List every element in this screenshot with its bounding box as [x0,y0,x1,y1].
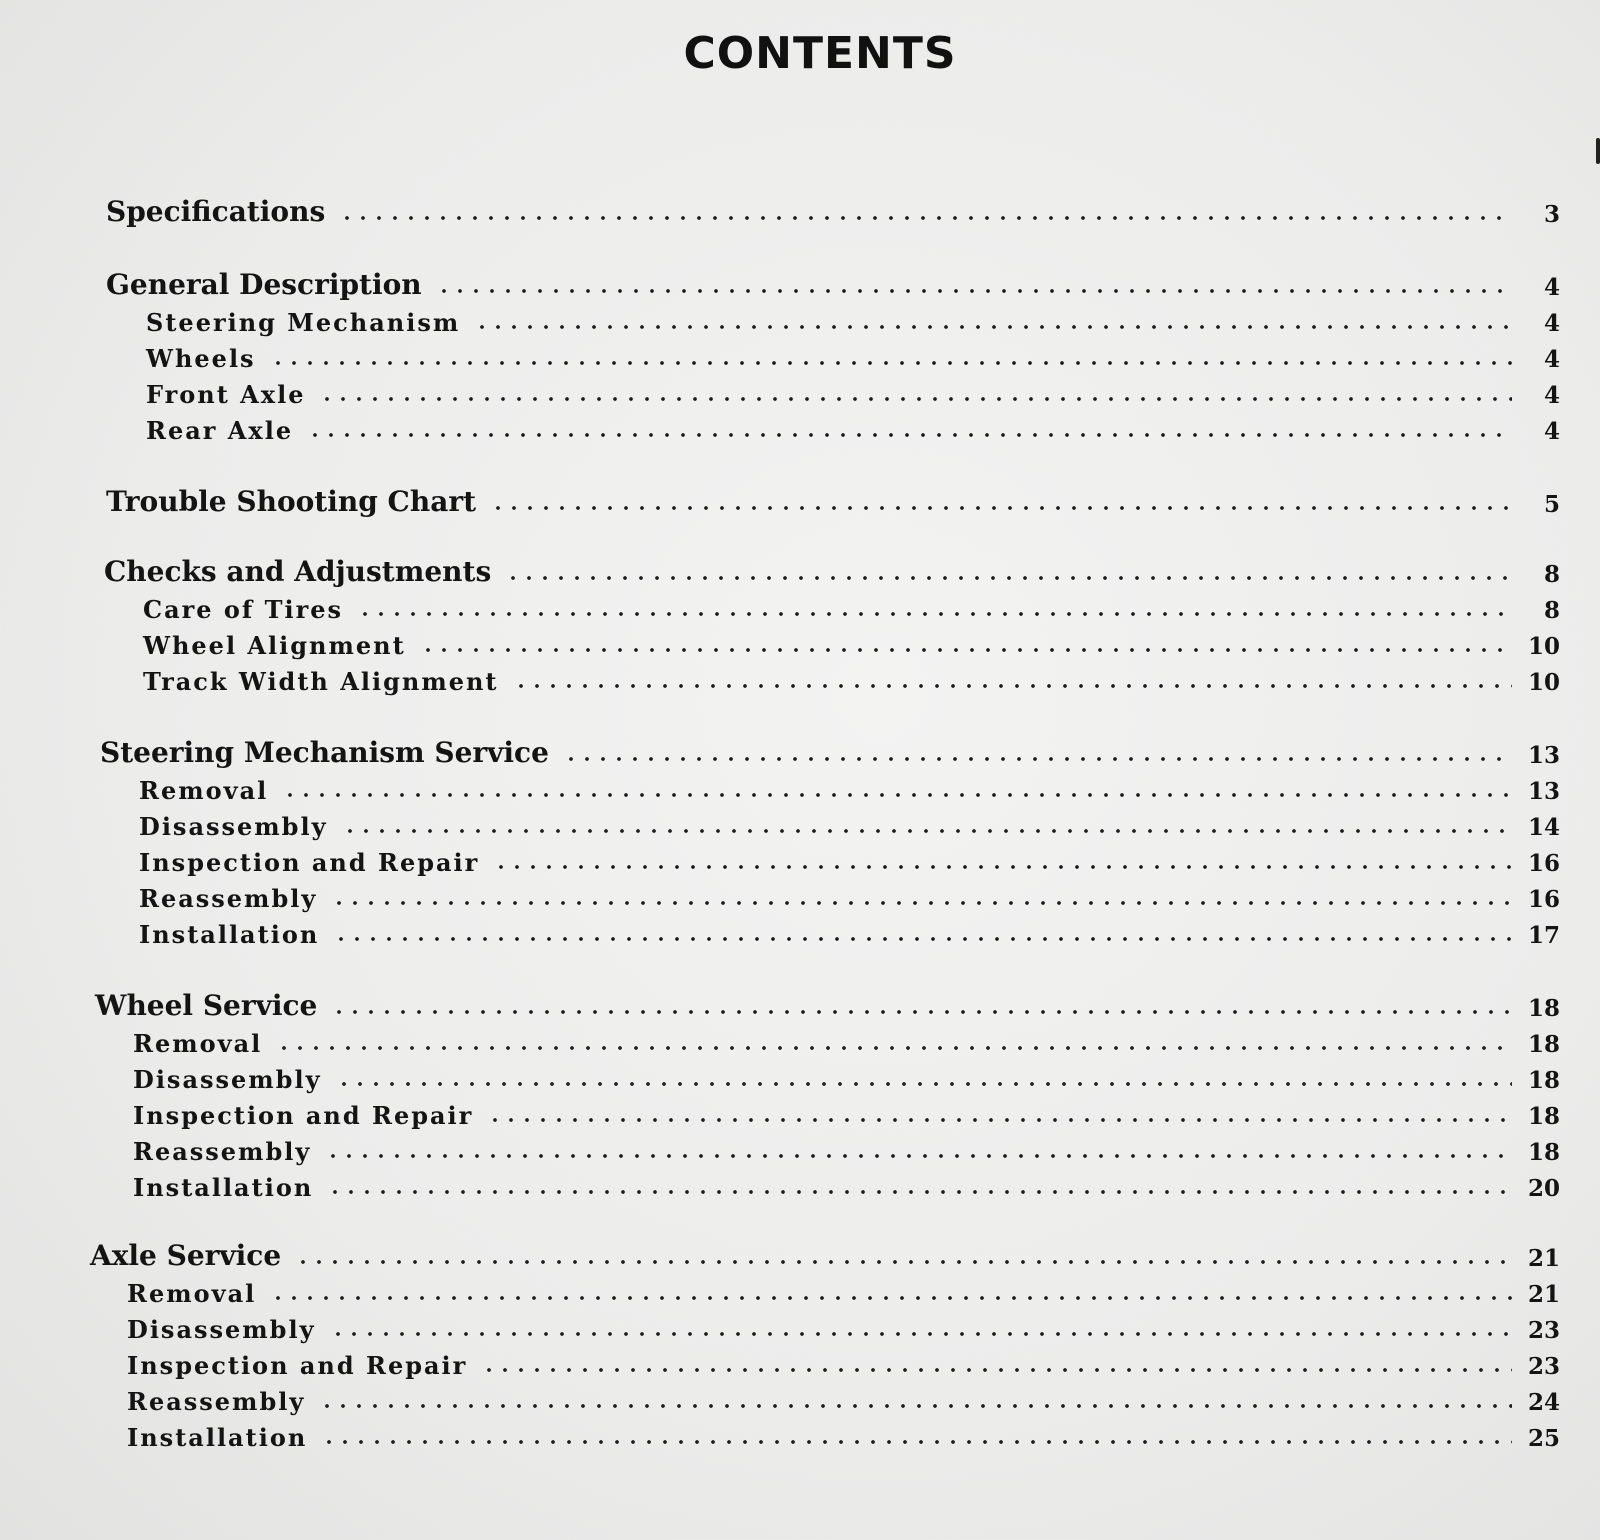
toc-entry-label: Reassembly [127,1387,306,1416]
toc-entry-page: 16 [1527,886,1560,913]
toc-entry-label: Disassembly [127,1315,316,1344]
toc-entry-label: Installation [139,920,320,949]
toc-entry-page: 17 [1527,922,1560,949]
toc-entry[interactable] [139,841,1560,875]
dot-leader [270,361,1512,365]
toc-entry[interactable] [106,482,1560,516]
toc-entry[interactable] [146,409,1560,443]
dot-leader [282,793,1512,797]
toc-entry[interactable] [143,588,1560,622]
toc-entry-page: 18 [1527,1031,1560,1058]
dot-leader [325,1154,1512,1158]
toc-entry-label: Steering Mechanism Service [100,736,549,769]
toc-entry-label: Removal [127,1279,257,1308]
dot-leader [339,216,1512,220]
toc-entry-page: 10 [1527,669,1560,696]
toc-entry-page: 8 [1543,561,1560,588]
toc-entry-page: 16 [1527,850,1560,877]
toc-entry[interactable] [146,373,1560,407]
toc-entry-page: 4 [1543,310,1560,337]
toc-entry[interactable] [127,1416,1560,1450]
toc-entry[interactable] [133,1058,1560,1092]
toc-entry-page: 21 [1527,1245,1560,1272]
toc-entry-label: Checks and Adjustments [104,555,492,588]
dot-leader [319,1404,1512,1408]
toc-entry-label: Disassembly [133,1065,322,1094]
toc-entry[interactable] [133,1166,1560,1200]
toc-entry-page: 20 [1527,1175,1560,1202]
toc-entry[interactable] [139,769,1560,803]
toc-entry-page: 18 [1527,1139,1560,1166]
toc-entry-page: 24 [1527,1389,1560,1416]
dot-leader [487,1118,1512,1122]
toc-entry-page: 4 [1543,346,1560,373]
dot-leader [481,1368,1512,1372]
toc-entry-label: Track Width Alignment [143,667,499,696]
dot-leader [276,1046,1512,1050]
toc-entry-label: Inspection and Repair [139,848,480,877]
toc-entry-label: Inspection and Repair [133,1101,474,1130]
dot-leader [333,937,1512,941]
toc-entry-label: Specifications [106,195,326,228]
toc-entry-page: 18 [1527,1067,1560,1094]
toc-entry[interactable] [133,1130,1560,1164]
toc-entry-page: 25 [1527,1425,1560,1452]
toc-entry-label: Installation [133,1173,314,1202]
toc-entry[interactable] [106,192,1560,226]
toc-entry-page: 14 [1527,814,1560,841]
dot-leader [327,1190,1512,1194]
toc-entry-label: Wheel Alignment [143,631,406,660]
dot-leader [563,757,1512,761]
toc-entry[interactable] [139,913,1560,947]
toc-entry[interactable] [133,1022,1560,1056]
toc-entry[interactable] [143,660,1560,694]
toc-entry-page: 21 [1527,1281,1560,1308]
toc-entry-label: Axle Service [90,1239,282,1272]
toc-entry-label: Steering Mechanism [146,308,461,337]
toc-entry-label: Removal [139,776,269,805]
dot-leader [420,648,1512,652]
toc-entry[interactable] [139,877,1560,911]
toc-entry-page: 4 [1543,418,1560,445]
toc-entry-page: 5 [1543,491,1560,518]
toc-entry-label: Disassembly [139,812,328,841]
dot-leader [307,433,1512,437]
toc-entry[interactable] [104,552,1560,586]
toc-entry-page: 13 [1527,778,1560,805]
dot-leader [321,1440,1512,1444]
toc-entry-page: 4 [1543,382,1560,409]
toc-entry-label: Trouble Shooting Chart [106,485,477,518]
dot-leader [330,1332,1512,1336]
dot-leader [513,684,1512,688]
toc-entry-label: Reassembly [133,1137,312,1166]
toc-entry[interactable] [143,624,1560,658]
toc-entry-page: 8 [1543,597,1560,624]
toc-entry-page: 3 [1543,201,1560,228]
dot-leader [357,612,1512,616]
toc-entry[interactable] [90,1236,1560,1270]
toc-entry-page: 13 [1527,742,1560,769]
toc-entry-label: Installation [127,1423,308,1452]
toc-entry-label: General Description [106,268,422,301]
toc-entry-label: Reassembly [139,884,318,913]
dot-leader [493,865,1512,869]
toc-entry-page: 18 [1527,995,1560,1022]
toc-entry-label: Wheels [146,344,256,373]
toc-entry[interactable] [146,337,1560,371]
toc-entry[interactable] [127,1272,1560,1306]
toc-entry-page: 10 [1527,633,1560,660]
dot-leader [331,1010,1512,1014]
toc-entry[interactable] [133,1094,1560,1128]
toc-entry[interactable] [100,733,1560,767]
toc-entry-label: Front Axle [146,380,306,409]
page-title: CONTENTS [683,28,957,79]
dot-leader [319,397,1512,401]
toc-entry[interactable] [127,1380,1560,1414]
toc-entry-page: 23 [1527,1353,1560,1380]
toc-entry[interactable] [139,805,1560,839]
dot-leader [436,289,1512,293]
toc-entry-page: 4 [1543,274,1560,301]
toc-entry-label: Removal [133,1029,263,1058]
toc-entry-label: Wheel Service [95,989,318,1022]
toc-entry[interactable] [127,1344,1560,1378]
dot-leader [505,576,1512,580]
toc-entry-label: Care of Tires [143,595,344,624]
page-edge-mark [1596,138,1600,164]
toc-entry[interactable] [95,986,1560,1020]
dot-leader [490,506,1512,510]
dot-leader [342,829,1512,833]
dot-leader [295,1260,1512,1264]
toc-entry-label: Rear Axle [146,416,294,445]
dot-leader [270,1296,1512,1300]
dot-leader [474,325,1512,329]
toc-entry-page: 23 [1527,1317,1560,1344]
toc-entry[interactable] [106,265,1560,299]
dot-leader [336,1082,1512,1086]
toc-entry-label: Inspection and Repair [127,1351,468,1380]
toc-entry[interactable] [127,1308,1560,1342]
toc-entry[interactable] [146,301,1560,335]
toc-entry-page: 18 [1527,1103,1560,1130]
dot-leader [331,901,1512,905]
